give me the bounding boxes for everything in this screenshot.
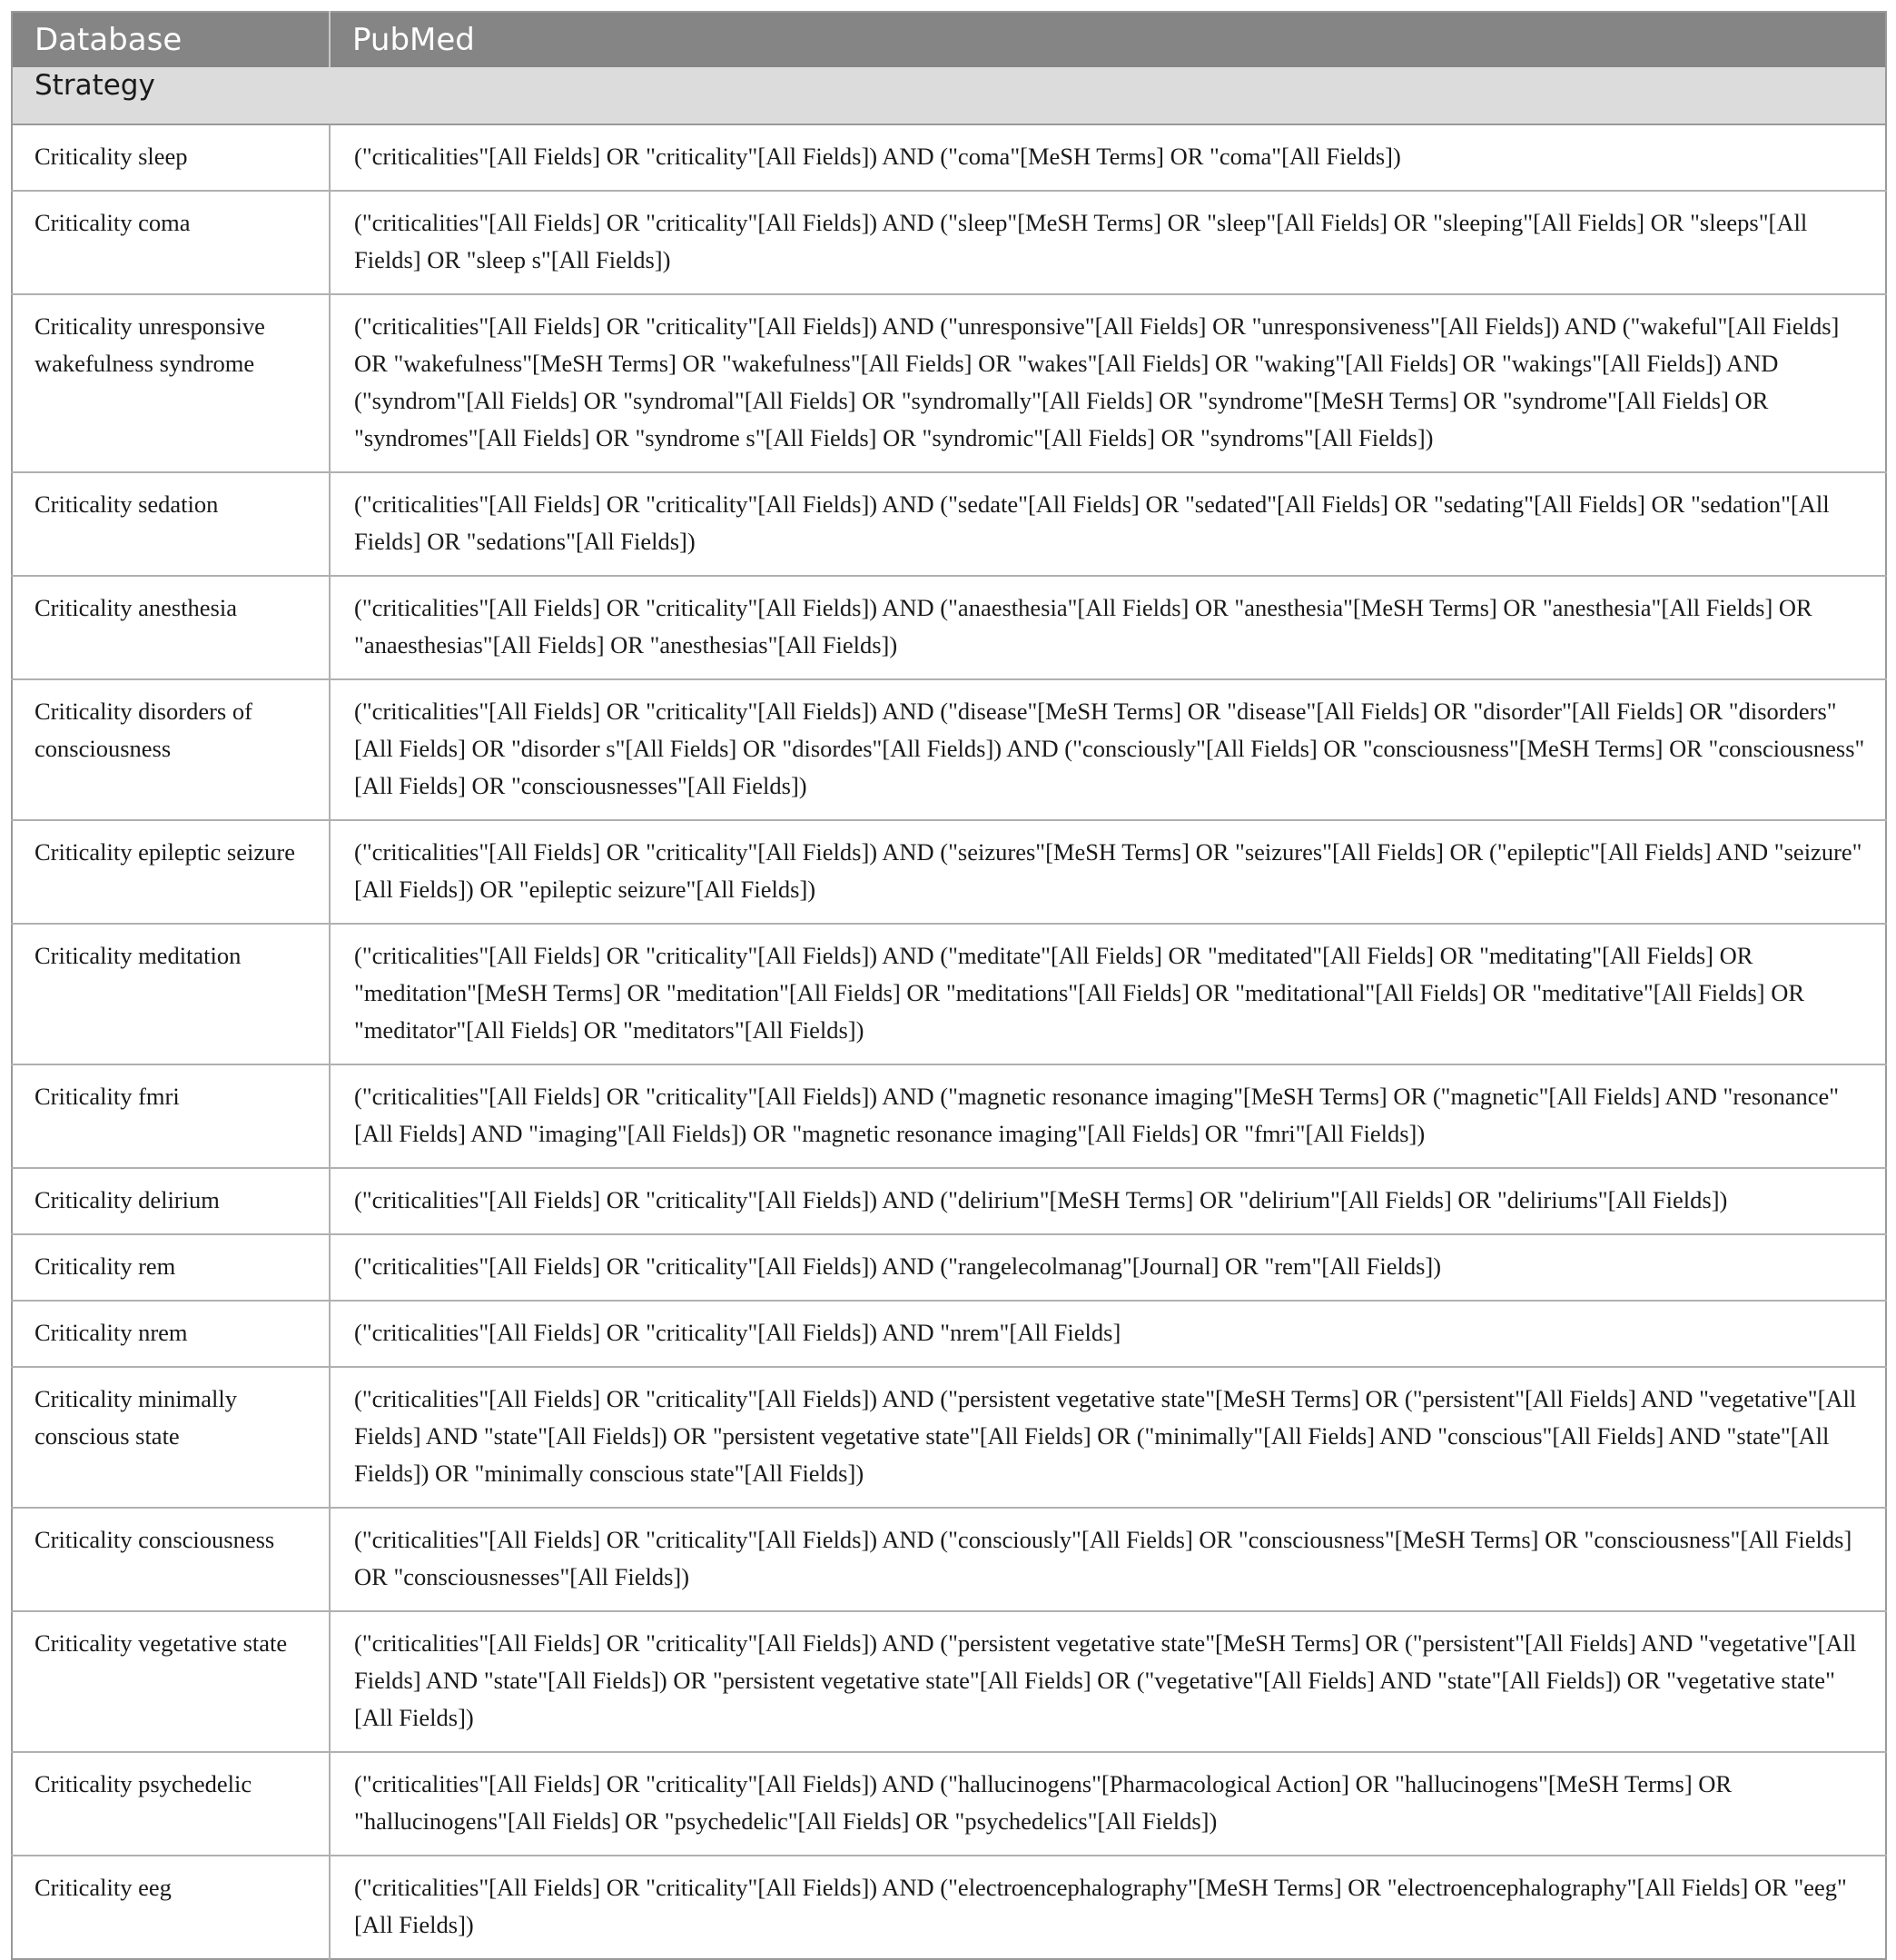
query-string-cell: ("criticalities"[All Fields] OR "criticality"[All Fields]) AND ("meditate"[All Fields] OR "meditated"[All Fields] OR "meditating"[All Fields] OR "meditation"[MeSH Terms] OR "meditation"[All Fields] OR "meditations"[All Fields] OR "meditational"[All Fields] OR "meditative"[All Fields] OR "meditator"[All Fields] OR "meditators"[All Fields]) <box>330 924 1886 1064</box>
table-row <box>12 576 1886 679</box>
table-row <box>12 1508 1886 1611</box>
table-row <box>12 1752 1886 1856</box>
query-string-cell: ("criticalities"[All Fields] OR "criticality"[All Fields]) AND ("coma"[MeSH Terms] OR "coma"[All Fields]) <box>330 124 1886 191</box>
table-row <box>12 1168 1886 1234</box>
header-row <box>12 12 1886 67</box>
table-row <box>12 1064 1886 1168</box>
search-term-cell: Criticality consciousness <box>12 1508 330 1611</box>
table-row <box>12 679 1886 820</box>
query-string-cell: ("criticalities"[All Fields] OR "criticality"[All Fields]) AND ("sedate"[All Fields] OR "sedated"[All Fields] OR "sedating"[All Fields] OR "sedation"[All Fields] OR "sedations"[All Fields]) <box>330 472 1886 576</box>
query-string-cell: ("criticalities"[All Fields] OR "criticality"[All Fields]) AND ("disease"[MeSH Terms] OR "disease"[All Fields] OR "disorder"[All Fields] OR "disorders"[All Fields] OR "disorder s"[All Fields] OR "disordes"[All Fields]) AND ("consciously"[All Fields] OR "consciousness"[MeSH Terms] OR "consciousness"[All Fields] OR "consciousnesses"[All Fields]) <box>330 679 1886 820</box>
search-term-cell: Criticality vegetative state <box>12 1611 330 1752</box>
search-term-cell: Criticality rem <box>12 1234 330 1301</box>
query-string-cell: ("criticalities"[All Fields] OR "criticality"[All Fields]) AND ("electroencephalography"[MeSH Terms] OR "electroencephalography"[All Fields] OR "eeg"[All Fields]) <box>354 1874 1847 1938</box>
header-pubmed: PubMed <box>330 12 1886 67</box>
search-strategy-table <box>11 11 1887 1960</box>
query-string-cell: ("criticalities"[All Fields] OR "criticality"[All Fields]) AND ("consciously"[All Fields] OR "consciousness"[MeSH Terms] OR "consciousness"[All Fields] OR "consciousnesses"[All Fields]) <box>330 1508 1886 1611</box>
search-strategy-table-container <box>11 11 1885 1960</box>
query-string-cell: ("criticalities"[All Fields] OR "criticality"[All Fields]) AND ("magnetic resonance imaging"[MeSH Terms] OR ("magnetic"[All Fields] AND "resonance"[All Fields] AND "imaging"[All Fields]) OR "magnetic resonance imaging"[All Fields] OR "fmri"[All Fields]) <box>330 1064 1886 1168</box>
query-string-cell: ("criticalities"[All Fields] OR "criticality"[All Fields]) AND ("persistent vegetative state"[MeSH Terms] OR ("persistent"[All Fields] AND "vegetative"[All Fields] AND "state"[All Fields]) OR "persistent vegetative state"[All Fields] OR ("vegetative"[All Fields] AND "state"[All Fields]) OR "vegetative state"[All Fields]) <box>330 1611 1886 1752</box>
table-row <box>12 294 1886 472</box>
query-string-cell: ("criticalities"[All Fields] OR "criticality"[All Fields]) AND ("persistent vegetative state"[MeSH Terms] OR ("persistent"[All Fields] AND "vegetative"[All Fields] AND "state"[All Fields]) OR "persistent vegetative state"[All Fields] OR ("minimally"[All Fields] AND "conscious"[All Fields] AND "state"[All Fields]) OR "minimally conscious state"[All Fields]) <box>330 1367 1886 1508</box>
query-string-cell: ("criticalities"[All Fields] OR "criticality"[All Fields]) AND "nrem"[All Fields] <box>330 1301 1886 1367</box>
section-strategy: Strategy <box>12 67 1886 124</box>
search-term-cell: Criticality disorders of consciousness <box>12 679 330 820</box>
query-string-cell: ("criticalities"[All Fields] OR "criticality"[All Fields]) AND ("seizures"[MeSH Terms] OR "seizures"[All Fields] OR ("epileptic"[All Fields] AND "seizure"[All Fields]) OR "epileptic seizure"[All Fields]) <box>330 820 1886 924</box>
table-row <box>12 924 1886 1064</box>
table-row <box>12 124 1886 191</box>
table-row <box>12 1301 1886 1367</box>
header-database: Database <box>12 12 330 67</box>
table-row <box>12 1367 1886 1508</box>
query-string-cell: ("criticalities"[All Fields] OR "criticality"[All Fields]) AND ("delirium"[MeSH Terms] OR "delirium"[All Fields] OR "deliriums"[All Fields]) <box>330 1168 1886 1234</box>
search-term-cell: Criticality unresponsive wakefulness syndrome <box>12 294 330 472</box>
table-row <box>12 820 1886 924</box>
search-term-cell: Criticality meditation <box>12 924 330 1064</box>
table-header <box>12 12 1886 67</box>
section-row <box>12 67 1886 124</box>
query-string-cell: ("criticalities"[All Fields] OR "criticality"[All Fields]) AND ("unresponsive"[All Fields] OR "unresponsiveness"[All Fields]) AND ("wakeful"[All Fields] OR "wakefulness"[MeSH Terms] OR "wakefulness"[All Fields] OR "wakes"[All Fields] OR "waking"[All Fields] OR "wakings"[All Fields]) AND ("syndrom"[All Fields] OR "syndromal"[All Fields] OR "syndromally"[All Fields] OR "syndrome"[MeSH Terms] OR "syndrome"[All Fields] OR "syndromes"[All Fields] OR "syndrome s"[All Fields] OR "syndromic"[All Fields] OR "syndroms"[All Fields]) <box>330 294 1886 472</box>
search-term-cell: Criticality psychedelic <box>12 1752 330 1856</box>
table-row <box>12 472 1886 576</box>
search-term-cell: Criticality nrem <box>12 1301 330 1367</box>
table-body <box>12 67 1886 1959</box>
query-string-cell: ("criticalities"[All Fields] OR "criticality"[All Fields]) AND ("anaesthesia"[All Fields] OR "anesthesia"[MeSH Terms] OR "anesthesia"[All Fields] OR "anaesthesias"[All Fields] OR "anesthesias"[All Fields]) <box>330 576 1886 679</box>
search-term-cell: Criticality sedation <box>12 472 330 576</box>
search-term-cell: Criticality coma <box>12 191 330 294</box>
search-term-cell: Criticality eeg <box>12 1856 330 1959</box>
query-string-cell: ("criticalities"[All Fields] OR "criticality"[All Fields]) AND ("hallucinogens"[Pharmacological Action] OR "hallucinogens"[MeSH Terms] OR "hallucinogens"[All Fields] OR "psychedelic"[All Fields] OR "psychedelics"[All Fields]) <box>330 1752 1886 1856</box>
search-term-cell: Criticality epileptic seizure <box>12 820 330 924</box>
search-term-cell: Criticality delirium <box>12 1168 330 1234</box>
query-string-cell: ("criticalities"[All Fields] OR "criticality"[All Fields]) AND ("sleep"[MeSH Terms] OR "sleep"[All Fields] OR "sleeping"[All Fields] OR "sleeps"[All Fields] OR "sleep s"[All Fields]) <box>330 191 1886 294</box>
table-row <box>12 1234 1886 1301</box>
table-row <box>12 1856 1886 1959</box>
table-row <box>12 1611 1886 1752</box>
search-term-cell: Criticality fmri <box>12 1064 330 1168</box>
search-term-cell: Criticality anesthesia <box>12 576 330 679</box>
table-row <box>12 191 1886 294</box>
query-string-cell: ("criticalities"[All Fields] OR "criticality"[All Fields]) AND ("rangelecolmanag"[Journal] OR "rem"[All Fields]) <box>330 1234 1886 1301</box>
search-term-cell: Criticality sleep <box>12 124 330 191</box>
search-term-cell: Criticality minimally conscious state <box>12 1367 330 1508</box>
